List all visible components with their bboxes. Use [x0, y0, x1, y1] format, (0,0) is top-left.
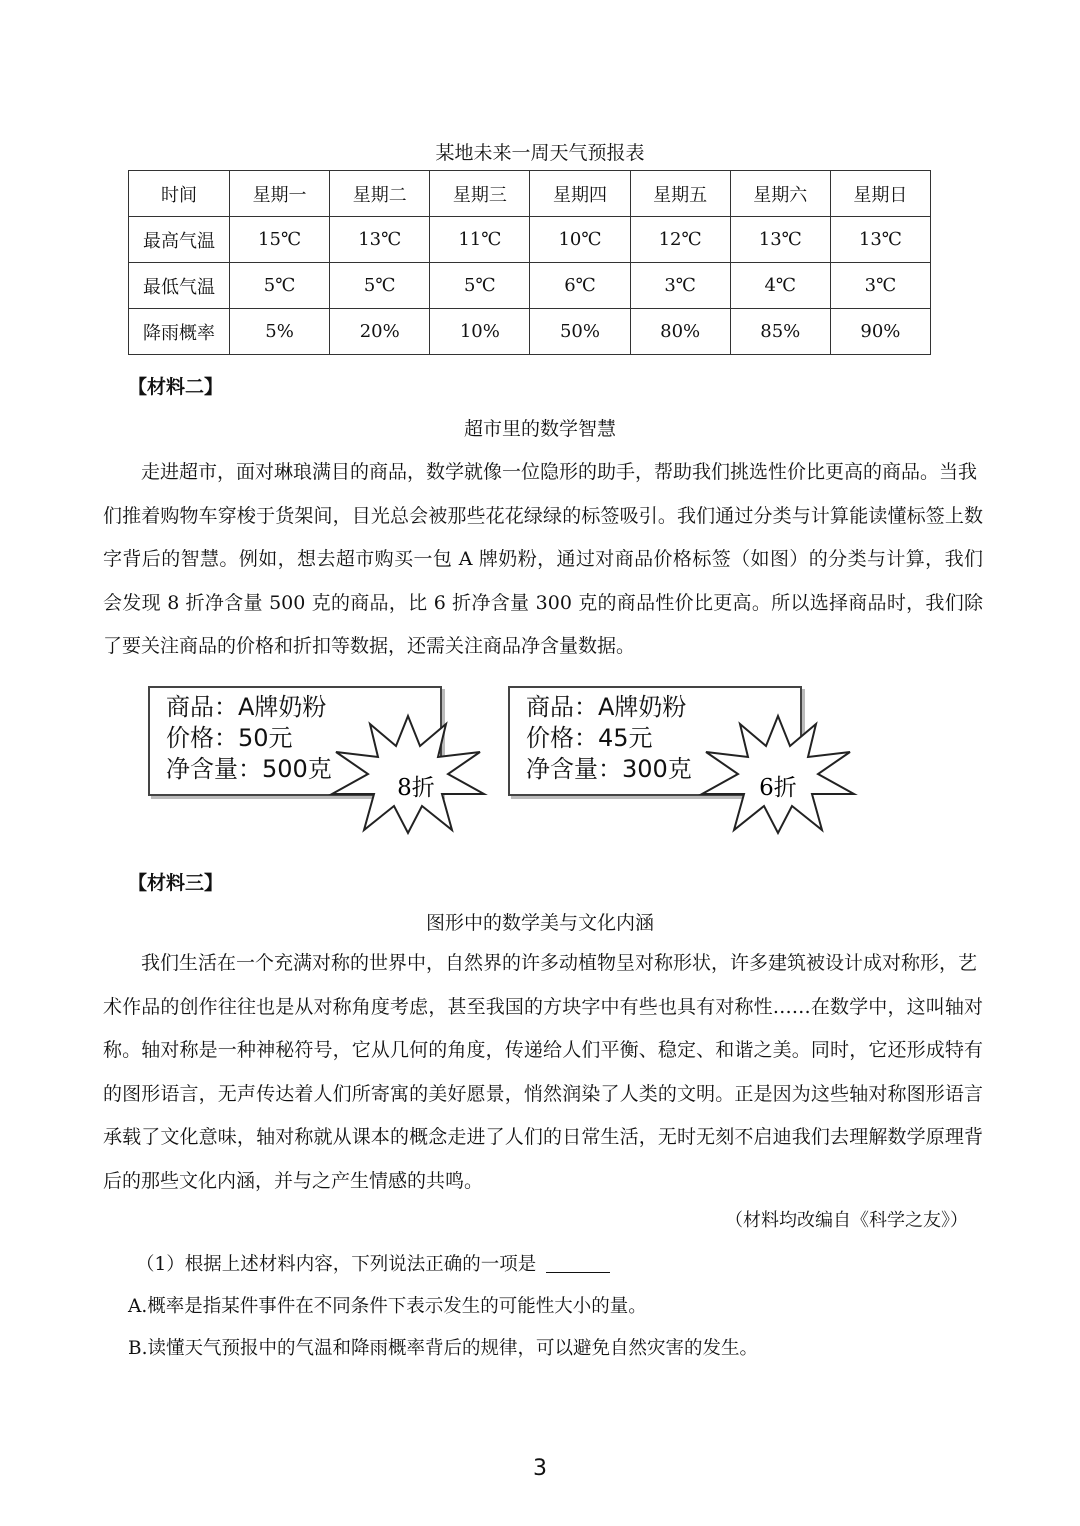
table-row	[129, 217, 931, 263]
option-a: A.概率是指某件事件在不同条件下表示发生的可能性大小的量。	[128, 1296, 647, 1317]
discount-label: 6折	[759, 775, 797, 801]
table-cell: 10℃	[530, 217, 630, 263]
table-cell: 5%	[230, 309, 330, 355]
source-citation: （材料均改编自《科学之友》）	[725, 1210, 968, 1231]
paragraph-body: 们推着购物车穿梭于货架间，目光总会被那些花花绿绿的标签吸引。我们通过分类与计算能读懂标签上数字背后的智慧。例如，想去超市购买一包 A 牌奶粉，通过对商品价格标签（如图）的分类与计算，我们会发现 8 折净含量 500 克的商品，比 6 折净含量 300 克的商品性价比更高。所以选择商品时，我们除了要关注商品的价格和折扣等数据，还需关注商品净含量数据。	[103, 504, 983, 657]
material3-label: 【材料三】	[128, 872, 224, 894]
table-header-cell: 星期一	[230, 171, 330, 217]
table-header-cell: 星期三	[430, 171, 530, 217]
table-cell: 85%	[730, 309, 830, 355]
table-cell: 50%	[530, 309, 630, 355]
table-cell: 11℃	[430, 217, 530, 263]
tag-price: 价格：45元	[526, 724, 653, 752]
table-cell: 12℃	[630, 217, 730, 263]
table-cell: 最低气温	[129, 263, 230, 309]
table-cell: 5℃	[230, 263, 330, 309]
table-header-cell: 星期五	[630, 171, 730, 217]
tag-weight: 净含量：300克	[526, 755, 692, 783]
table-header-cell: 星期日	[830, 171, 930, 217]
table-header-row	[129, 171, 931, 217]
answer-blank	[546, 1254, 610, 1274]
table-cell: 15℃	[230, 217, 330, 263]
table-cell: 降雨概率	[129, 309, 230, 355]
table-cell: 3℃	[630, 263, 730, 309]
discount-burst-icon	[328, 712, 488, 837]
table-header-cell: 星期四	[530, 171, 630, 217]
table-cell: 13℃	[330, 217, 430, 263]
paragraph-body: 术作品的创作往往也是从对称角度考虑，甚至我国的方块字中有些也具有对称性……在数学中，这叫轴对称。轴对称是一种神秘符号，它从几何的角度，传递给人们平衡、稳定、和谐之美。同时，它还形成特有的图形语言，无声传达着人们所寄寓的美好愿景，悄然润染了人类的文明。正是因为这些轴对称图形语言承载了文化意味，轴对称就从课本的概念走进了人们的日常生活，无时无刻不启迪我们去理解数学原理背后的那些文化内涵，并与之产生情感的共鸣。	[103, 995, 983, 1192]
table-cell: 6℃	[530, 263, 630, 309]
paragraph-first-line: 走进超市，面对琳琅满目的商品，数学就像一位隐形的助手，帮助我们挑选性价比更高的商品。当我	[141, 461, 978, 483]
table-cell: 20%	[330, 309, 430, 355]
table-cell: 最高气温	[129, 217, 230, 263]
table-cell: 5℃	[430, 263, 530, 309]
material2-paragraph	[103, 451, 983, 669]
table-cell: 13℃	[730, 217, 830, 263]
tag-product: 商品：A牌奶粉	[166, 693, 327, 721]
discount-burst-icon	[698, 712, 858, 837]
tag-price: 价格：50元	[166, 724, 293, 752]
table-cell: 90%	[830, 309, 930, 355]
tag-product: 商品：A牌奶粉	[526, 693, 687, 721]
table-cell: 13℃	[830, 217, 930, 263]
table-cell: 10%	[430, 309, 530, 355]
table-row	[129, 309, 931, 355]
paragraph-first-line: 我们生活在一个充满对称的世界中，自然界的许多动植物呈对称形状，许多建筑被设计成对称形，艺	[141, 952, 978, 974]
material2-title: 超市里的数学智慧	[463, 418, 616, 440]
tag-weight: 净含量：500克	[166, 755, 332, 783]
question-1	[136, 1250, 610, 1276]
table-cell: 4℃	[730, 263, 830, 309]
table-row	[129, 263, 931, 309]
material3-title: 图形中的数学美与文化内涵	[425, 912, 654, 934]
material3-paragraph	[103, 942, 983, 1203]
table-cell: 5℃	[330, 263, 430, 309]
weather-table	[128, 170, 931, 355]
weather-table-title: 某地未来一周天气预报表	[435, 142, 645, 164]
question-text: （1）根据上述材料内容，下列说法正确的一项是	[136, 1254, 537, 1275]
option-b: B.读懂天气预报中的气温和降雨概率背后的规律，可以避免自然灾害的发生。	[128, 1338, 758, 1359]
page-number: 3	[533, 1456, 547, 1481]
discount-label: 8折	[397, 775, 435, 801]
table-cell: 3℃	[830, 263, 930, 309]
table-cell: 80%	[630, 309, 730, 355]
table-header-cell: 星期六	[730, 171, 830, 217]
table-header-cell: 星期二	[330, 171, 430, 217]
table-header-cell: 时间	[129, 171, 230, 217]
material2-label: 【材料二】	[128, 376, 224, 398]
